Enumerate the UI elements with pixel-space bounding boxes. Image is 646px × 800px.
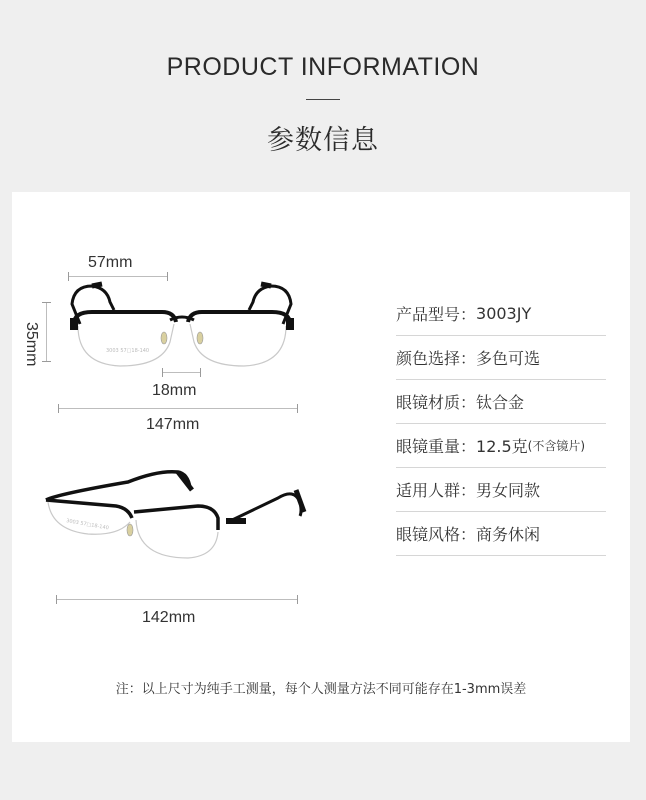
spec-row-color: [396, 336, 606, 380]
lens-width-line: [68, 276, 168, 277]
glasses-front-view-image: [52, 272, 312, 382]
bridge-width-line: [162, 372, 200, 373]
bridge-tick-left: [162, 368, 163, 377]
spec-label: 产品型号：: [396, 305, 477, 324]
spec-label: 眼镜重量：: [396, 437, 477, 456]
spec-list: [396, 292, 606, 556]
spec-value-note: (不含镜片): [527, 439, 586, 453]
lens-width-label: 57mm: [88, 254, 133, 271]
spec-row-model: [396, 292, 606, 336]
frame-width-tick-left: [58, 404, 59, 413]
svg-text:3003 57□18-140: 3003 57□18-140: [65, 518, 110, 532]
spec-label: 颜色选择：: [396, 349, 477, 368]
lens-width-tick-left: [68, 272, 69, 281]
temple-length-label: 142mm: [142, 609, 196, 626]
lens-height-tick-top: [42, 302, 51, 303]
svg-text:3003 57□18-140: 3003 57□18-140: [106, 348, 150, 354]
temple-tick-right: [297, 595, 298, 604]
lens-height-label: 35mm: [23, 322, 40, 367]
spec-value: 男女同款: [476, 481, 541, 500]
lens-width-tick-right: [167, 272, 168, 281]
lens-height-line: [46, 302, 47, 362]
spec-row-style: [396, 512, 606, 556]
bridge-tick-right: [200, 368, 201, 377]
frame-width-line: [58, 408, 298, 409]
product-info-card: [12, 192, 630, 742]
spec-row-material: [396, 380, 606, 424]
spec-label: 眼镜风格：: [396, 525, 477, 544]
spec-value: 钛合金: [476, 393, 525, 412]
spec-value: 多色可选: [476, 349, 541, 368]
measurement-footnote: 注：以上尺寸为纯手工测量，每个人测量方法不同可能存在1-3mm误差: [115, 682, 527, 697]
spec-label: 适用人群：: [396, 481, 477, 500]
lens-height-tick-bottom: [42, 361, 51, 362]
temple-length-line: [56, 599, 298, 600]
frame-width-tick-right: [297, 404, 298, 413]
spec-row-audience: [396, 468, 606, 512]
spec-label: 眼镜材质：: [396, 393, 477, 412]
page-header: [0, 0, 646, 190]
spec-row-weight: [396, 424, 606, 468]
spec-value: 12.5克: [476, 437, 528, 456]
glasses-side-view-image: [38, 460, 318, 570]
frame-width-label: 147mm: [146, 416, 200, 433]
title-divider: [306, 99, 340, 100]
bridge-width-label: 18mm: [152, 382, 197, 399]
page-title-english: PRODUCT INFORMATION: [166, 53, 480, 81]
page-title-chinese: 参数信息: [267, 125, 379, 156]
temple-tick-left: [56, 595, 57, 604]
spec-value: 3003JY: [476, 304, 532, 323]
spec-value: 商务休闲: [476, 525, 541, 544]
